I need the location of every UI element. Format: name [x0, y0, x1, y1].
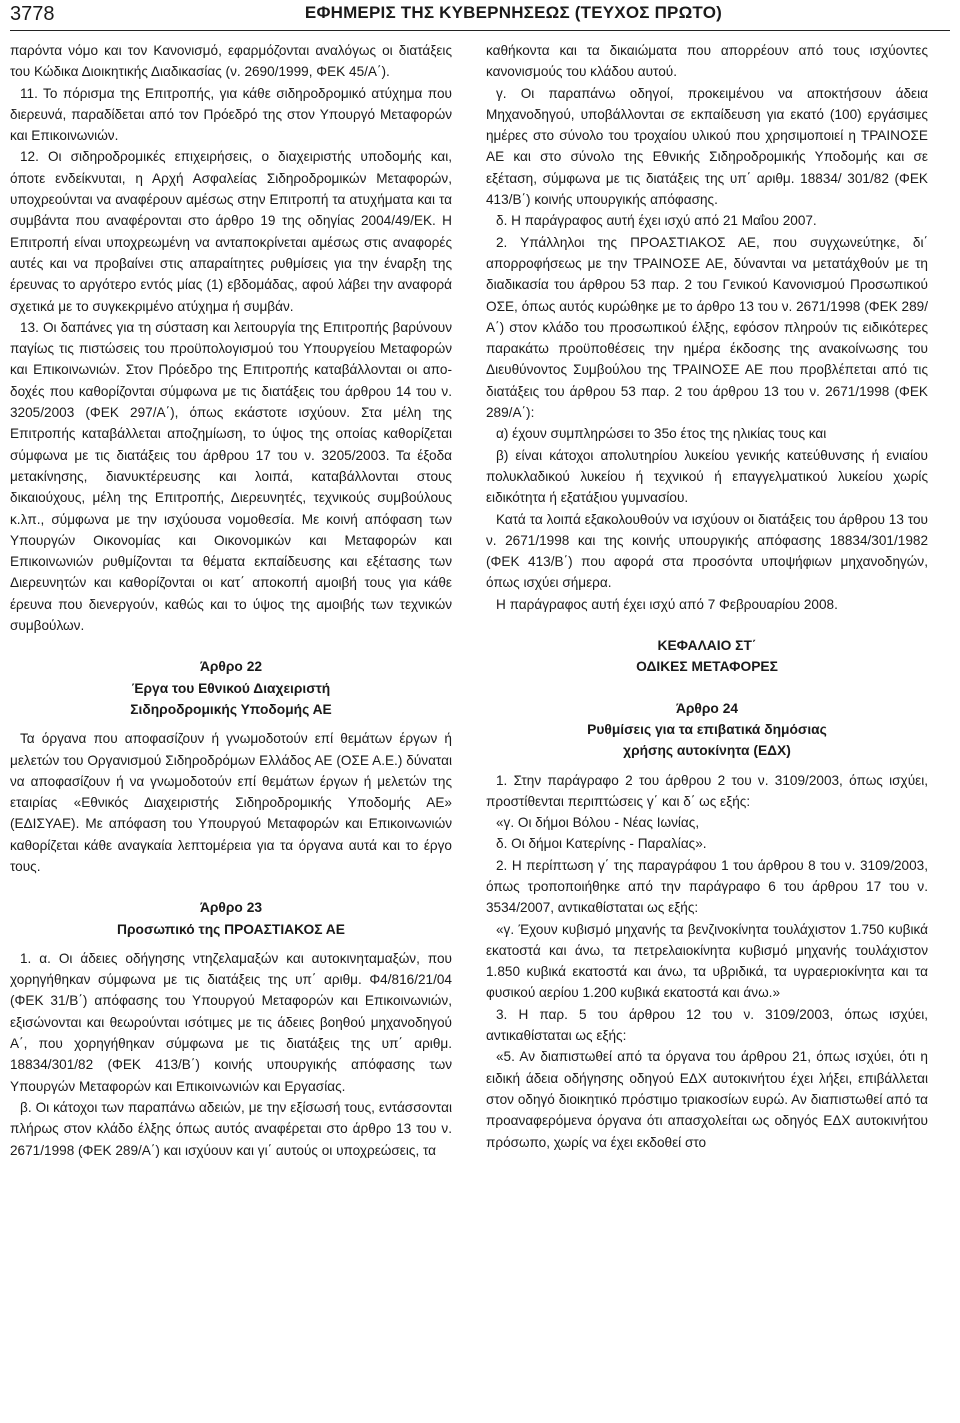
paragraph: 11. Το πόρισμα της Επιτροπής, για κάθε σιδηροδρομικό ατύχημα που διερευνά, παραδίδεται από τον Πρόεδρό της στον Υπουργό Μεταφορών και Επικοινωνιών.	[10, 85, 452, 144]
chapter-label: ΚΕΦΑΛΑΙΟ ΣΤ΄	[657, 638, 757, 654]
chapter-title: ΟΔΙΚΕΣ ΜΕΤΑΦΟΡΕΣ	[636, 659, 778, 675]
article-23-title: Προσωπικό της ΠΡΟΑΣΤΙΑΚΟΣ ΑΕ	[117, 921, 345, 937]
article-22-label: Άρθρο 22	[199, 659, 263, 675]
paragraph: 1. Στην παράγραφο 2 του άρθρου 2 του ν. 3109/2003, όπως ισχύει, προστίθενται περιπτώσεις γ΄ και δ΄ ως εξής:	[486, 772, 928, 809]
paragraph: 3. Η παρ. 5 του άρθρου 12 του ν. 3109/2003, όπως ισχύει, αντικαθίσταται ως εξής:	[486, 1006, 928, 1044]
article-24-title-line2: χρήσης αυτοκίνητα (ΕΔΧ)	[623, 743, 791, 759]
paragraph: 2. Υπάλληλοι της ΠΡΟΑΣΤΙΑΚΟΣ ΑΕ, που συγχωνεύτηκε, δι΄ απορροφήσεως με την ΤΡΑΙΝΟΣΕ ΑΕ, δύνανται να μετατάχθούν με τη διαδικασία του άρθρου 53 παρ. 2 του Γενικού Κανονισμού Προσωπικού ΟΣΕ, όπως αυτός κυρώθηκε με το άρθρο 13 του ν. 2671/1998 (ΦΕΚ 289/Α΄) στον κλάδο του προσωπικού έλξης, εφόσον πληρούν τις ειδικότερες παρακάτω προϋποθέσεις την ημέρα έκδοσης της ανακοίνωσης του Διευθύνοντος Συμβούλου της ΤΡΑΙΝΟΣΕ ΑΕ που προβλέπεται από τις διατάξεις του άρθρου 53 παρ. 2 του άρθρου 13 του ν. 2671/1998 (ΦΕΚ 289/Α΄):	[486, 234, 928, 421]
article-24-title-line1: Ρυθμίσεις για τα επιβατικά δημόσιας	[587, 721, 827, 737]
paragraph: δ. Η παράγραφος αυτή έχει ισχύ από 21 Μαΐου 2007.	[496, 213, 817, 229]
paragraph: δ. Οι δήμοι Κατερίνης - Παραλίας».	[496, 836, 707, 852]
right-column	[486, 40, 928, 1153]
article-24-label: Άρθρο 24	[675, 700, 739, 716]
paragraph: «5. Αν διαπιστωθεί από τα όργανα του άρθρου 21, όπως ισχύει, ότι η ειδική άδεια οδήγησης οδηγού ΕΔΧ αυτοκινήτου έχει λήξει, επιβάλλεται στον οδηγό διοικητικό πρόστιμο τριακοσίων ευρώ. Αν διαπιστωθεί από τα προαναφερόμενα όργανα ότι απασχολείται ως οδηγός ΕΔΧ αυτοκινήτου πρόσωπο, χωρίς να έχει εκδοθεί στο	[486, 1049, 928, 1150]
paragraph: β) είναι κάτοχοι απολυτηρίου λυκείου γενικής κατεύθυνσης ή ενιαίου πολυκλαδικού λυκείου ή τεχνικού ή επαγγελματικού λυκείου χωρίς ειδικότητα ή εξατάξιου γυμνασίου.	[486, 447, 928, 506]
paragraph: «γ. Έχουν κυβισμό μηχανής τα βενζινοκίνητα τουλάχιστον 1.750 κυβικά εκατοστά και άνω, τα πετρελαιοκίνητα κυβισμό μηχανής τουλάχιστον 1.850 κυβικά εκατοστά και άνω, τα υβριδικά, τα υγραεριοκίνητα και τα φυσικού αερίου 1.200 κυβικά εκατοστά και άνω.»	[486, 921, 928, 1001]
article-23-label: Άρθρο 23	[199, 900, 263, 916]
paragraph: 2. Η περίπτωση γ΄ της παραγράφου 1 του άρθρου 8 του ν. 3109/2003, όπως τροποποιήθηκε από την παράγραφο 6 του άρθρου 17 του ν. 3534/2007, αντικαθίσταται ως εξής:	[486, 857, 928, 916]
paragraph: 1. α. Οι άδειες οδήγησης ντηζελαμαξών και αυτοκινηταμαξών, που χορηγήθηκαν σύμφωνα με τις διατάξεις της υπ΄ αριθμ. Φ4/816/21/04 (ΦΕΚ 31/Β΄) απόφασης του Υπουργού Μεταφορών και Επικοινωνιών, εξισώνονται και θεωρούνται ισότιμες με τις άδειες βοηθού μηχανοδηγού Α΄, που χορηγήθηκαν σύμφωνα με τις διατάξεις της υπ΄ αριθμ. 18834/301/82 (ΦΕΚ 413/Β΄) κοινής υπουργικής απόφασης των Υπουργών Μεταφορών και Επικοινωνιών και Εργασίας.	[10, 950, 452, 1094]
article-22-title-line2: Σιδηροδρομικής Υποδομής ΑΕ	[130, 701, 332, 717]
paragraph: γ. Οι παραπάνω οδηγοί, προκειμένου να αποκτήσουν άδεια Μηχανοδηγού, υποβάλλονται σε εκπαίδευση για εκατό (100) εργάσιμες ημέρες στο σύνολο του τροχαίου υλικού που χρησιμοποιεί η ΤΡΑΙΝΟΣΕ ΑΕ και στο σύνολο της Εθνικής Σιδηροδρομικής Υποδομής και σε εξέταση, σύμφωνα με τις διατάξεις της υπ΄ αριθμ. 18834/ 301/82 (ΦΕΚ 413/Β΄) κοινής υπουργικής απόφασης.	[486, 85, 928, 208]
paragraph: Τα όργανα που αποφασίζουν ή γνωμοδοτούν επί θεμάτων έργων ή μελετών του Οργανισμού Σιδηροδρόμων Ελλάδος ΑΕ (ΟΣΕ Α.Ε.) δύναται να αποφασίζουν ή να γνωμοδοτούν επί θεμάτων έργων ή μελετών της εταιρίας «Εθνικός Διαχειριστής Σιδηροδρομικής Υποδομής ΑΕ» (ΕΔΙΣΥΑΕ). Με απόφαση του Υπουργού Μεταφορών και Επικοινωνιών καθορίζεται κάθε αναγκαία λεπτομέρεια για τα όργανα αυτά και το έργο τους.	[10, 731, 452, 874]
gazette-title: ΕΦΗΜΕΡΙΣ ΤΗΣ ΚΥΒΕΡΝΗΣΕΩΣ (ΤΕΥΧΟΣ ΠΡΩΤΟ)	[304, 3, 722, 22]
page-number: 3778	[10, 3, 55, 25]
paragraph: Κατά τα λοιπά εξακολουθούν να ισχύουν οι διατάξεις του άρθρου 13 του ν. 2671/1998 και της κοινής υπουργικής απόφασης 18834/301/1982 (ΦΕΚ 413/Β΄) που αφορά στα προσόντα υποψήφιων μηχανοδηγών, όπως ισχύει σήμερα.	[486, 511, 928, 591]
paragraph: Η παράγραφος αυτή έχει ισχύ από 7 Φεβρουαρίου 2008.	[496, 596, 838, 612]
left-column	[10, 40, 452, 1161]
page-header	[10, 0, 950, 31]
article-22-title-line1: Έργα του Εθνικού Διαχειριστή	[131, 680, 331, 696]
paragraph: 13. Οι δαπάνες για τη σύσταση και λειτουργία της Επιτροπής βαρύνουν παγίως τις πιστώσεις του προϋπολογισμού του Υπουργείου Μεταφορών και Επικοινωνιών. Στον Πρόεδρο της Επιτροπής καταβάλλονται οι αποδοχές που καθορίζονται σύμφωνα με τις διατάξεις του άρθρου 14 του ν. 3205/2003 (ΦΕΚ 297/Α΄), όπως εκάστοτε ισχύουν. Στα μέλη της Επιτροπής καταβάλλεται αποζημίωση, το ύψος της οποίας καθορίζεται σύμφωνα με τις διατάξεις του άρθρου 17 του ν. 3205/2003. Τα έξοδα μετακίνησης, διανυκτέρευσης και λοιπά, καταβάλλονται στους δικαιούχους, μέλη της Επιτροπής, Διερευνητές, τεχνικούς συμβούλους κ.λπ., σύμφωνα με την ισχύουσα νομοθεσία. Με κοινή απόφαση των Υπουργών Οικονομίας και Οικονομικών και Μεταφορών και Επικοινωνιών ρυθμίζονται τα θέματα εκπαίδευσης και εξέτασης των Διερευνητών και καθορίζονται οι κατ΄ αποκοπή αμοιβή τους για κάθε έρευνα που διενεργούν, καθώς και το ύψος της αμοιβής των τεχνικών συμβούλων.	[10, 319, 452, 634]
paragraph: καθήκοντα και τα δικαιώματα που απορρέουν από τους ισχύοντες κανονισμούς του κλάδου αυτού.	[486, 43, 928, 80]
paragraph: β. Οι κάτοχοι των παραπάνω αδειών, με την εξίσωσή τους, εντάσσονται πλήρως στον κλάδο έλξης όπως αυτός αναφέρεται στο άρθρο 13 του ν. 2671/1998 (ΦΕΚ 289/Α΄) και ισχύουν και γι΄ αυτούς οι υποχρεώσεις, τα	[10, 1099, 452, 1158]
paragraph: «γ. Οι δήμοι Βόλου - Νέας Ιωνίας,	[496, 815, 700, 831]
paragraph: παρόντα νόμο και τον Κανονισμό, εφαρμόζονται αναλόγως οι διατάξεις του Κώδικα Διοικητικής Διαδικασίας (ν. 2690/1999, ΦΕΚ 45/Α΄).	[10, 43, 452, 80]
paragraph: α) έχουν συμπληρώσει το 35ο έτος της ηλικίας τους και	[496, 426, 827, 442]
paragraph: 12. Οι σιδηροδρομικές επιχειρήσεις, ο διαχειριστής υποδομής και, όποτε ενδείκνυται, η Αρχή Ασφαλείας Σιδηροδρομικών Μεταφορών, υποχρεούνται να αναφέρουν αμέσως στην Επιτροπή τα ατυχήματα και τα συμβάντα που αναφέρονται στο άρθρο 19 της οδηγίας 2004/49/ΕΚ. Η Επιτροπή είναι υποχρεωμένη να ανταποκρίνεται αμέσως στις αναφορές αυτές και να προβαίνει στις απαραίτητες ρυθμίσεις για την έναρξη της έρευνας το αργότερο εντός μίας (1) εβδομάδας, αφού λάβει την αναφορά σχετικά με το συγκεκριμένο ατύχημα ή συμβάν.	[10, 149, 452, 314]
